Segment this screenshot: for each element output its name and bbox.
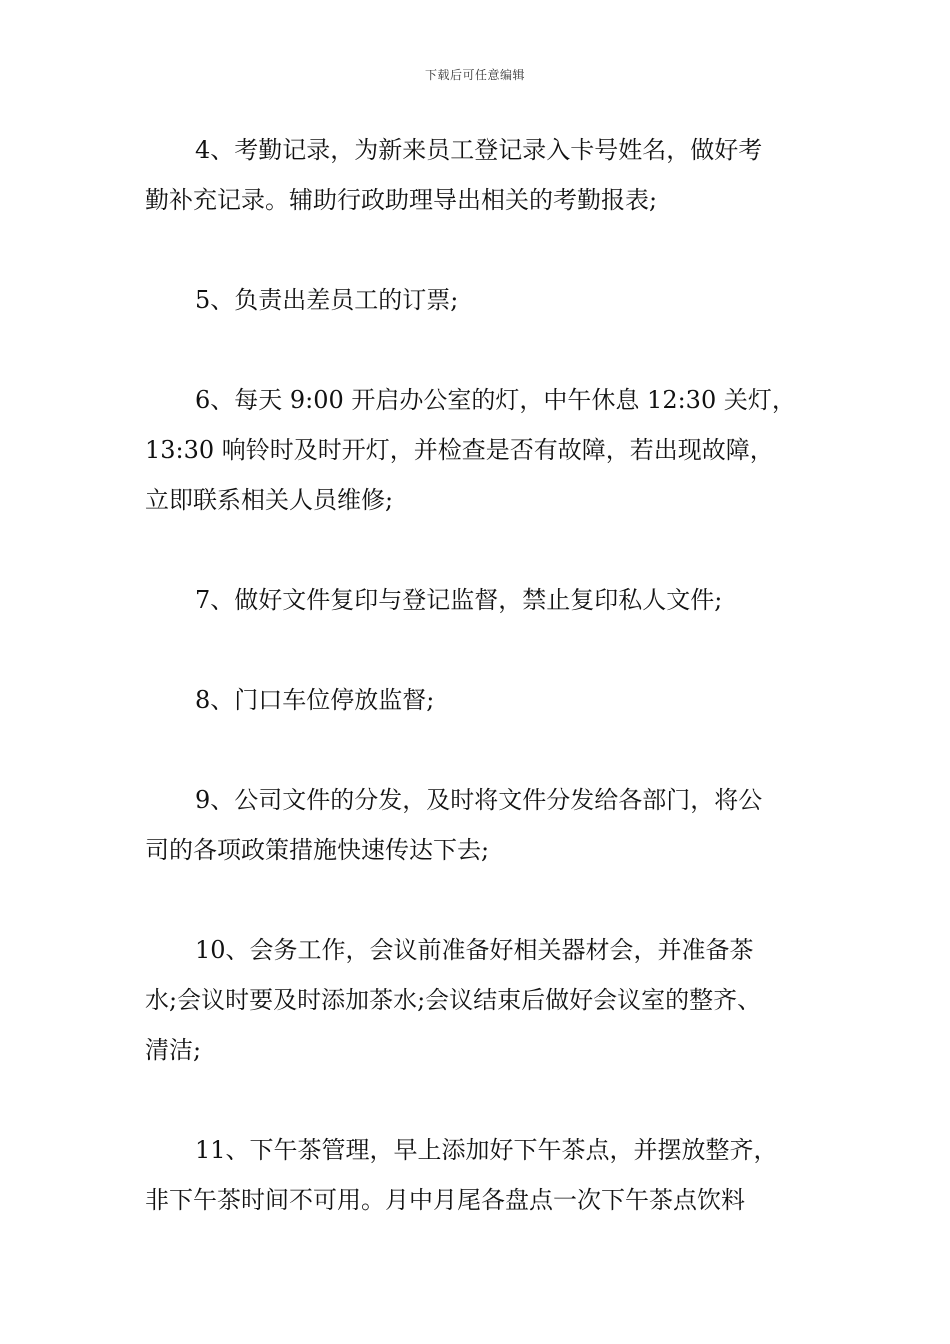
paragraph-item-10 <box>145 925 815 1075</box>
paragraph-line: 10、会务工作，会议前准备好相关器材会，并准备茶 <box>195 936 754 964</box>
paragraph-item-4 <box>145 125 815 225</box>
paragraph-line: 5、负责出差员工的订票; <box>195 286 459 314</box>
paragraph-item-8 <box>145 675 815 725</box>
paragraph-item-6 <box>145 375 815 525</box>
paragraph-line: 11、下午茶管理，早上添加好下午茶点，并摆放整齐， <box>195 1136 778 1164</box>
paragraph-line: 4、考勤记录，为新来员工登记录入卡号姓名，做好考 <box>195 136 763 164</box>
paragraph-line: 9、公司文件的分发，及时将文件分发给各部门，将公 <box>195 786 763 814</box>
paragraph-line: 立即联系相关人员维修; <box>145 486 394 514</box>
paragraph-line: 勤补充记录。辅助行政助理导出相关的考勤报表; <box>145 186 658 214</box>
paragraph-line: 清洁; <box>145 1036 202 1064</box>
paragraph-line: 6、每天 9:00 开启办公室的灯，中午休息 12:30 关灯， <box>195 386 796 414</box>
paragraph-line: 司的各项政策措施快速传达下去; <box>145 836 490 864</box>
paragraph-line: 非下午茶时间不可用。月中月尾各盘点一次下午茶点饮料 <box>145 1186 745 1214</box>
paragraph-item-11 <box>145 1125 815 1225</box>
paragraph-item-9 <box>145 775 815 875</box>
page-header: 下载后可任意编辑 <box>424 68 525 82</box>
paragraph-line: 7、做好文件复印与登记监督，禁止复印私人文件; <box>195 586 723 614</box>
paragraph-line: 13:30 响铃时及时开灯，并检查是否有故障，若出现故障， <box>145 436 774 464</box>
paragraph-item-7 <box>145 575 815 625</box>
paragraph-line: 水;会议时要及时添加茶水;会议结束后做好会议室的整齐、 <box>145 986 762 1014</box>
paragraph-line: 8、门口车位停放监督; <box>195 686 435 714</box>
paragraph-item-5 <box>145 275 815 325</box>
